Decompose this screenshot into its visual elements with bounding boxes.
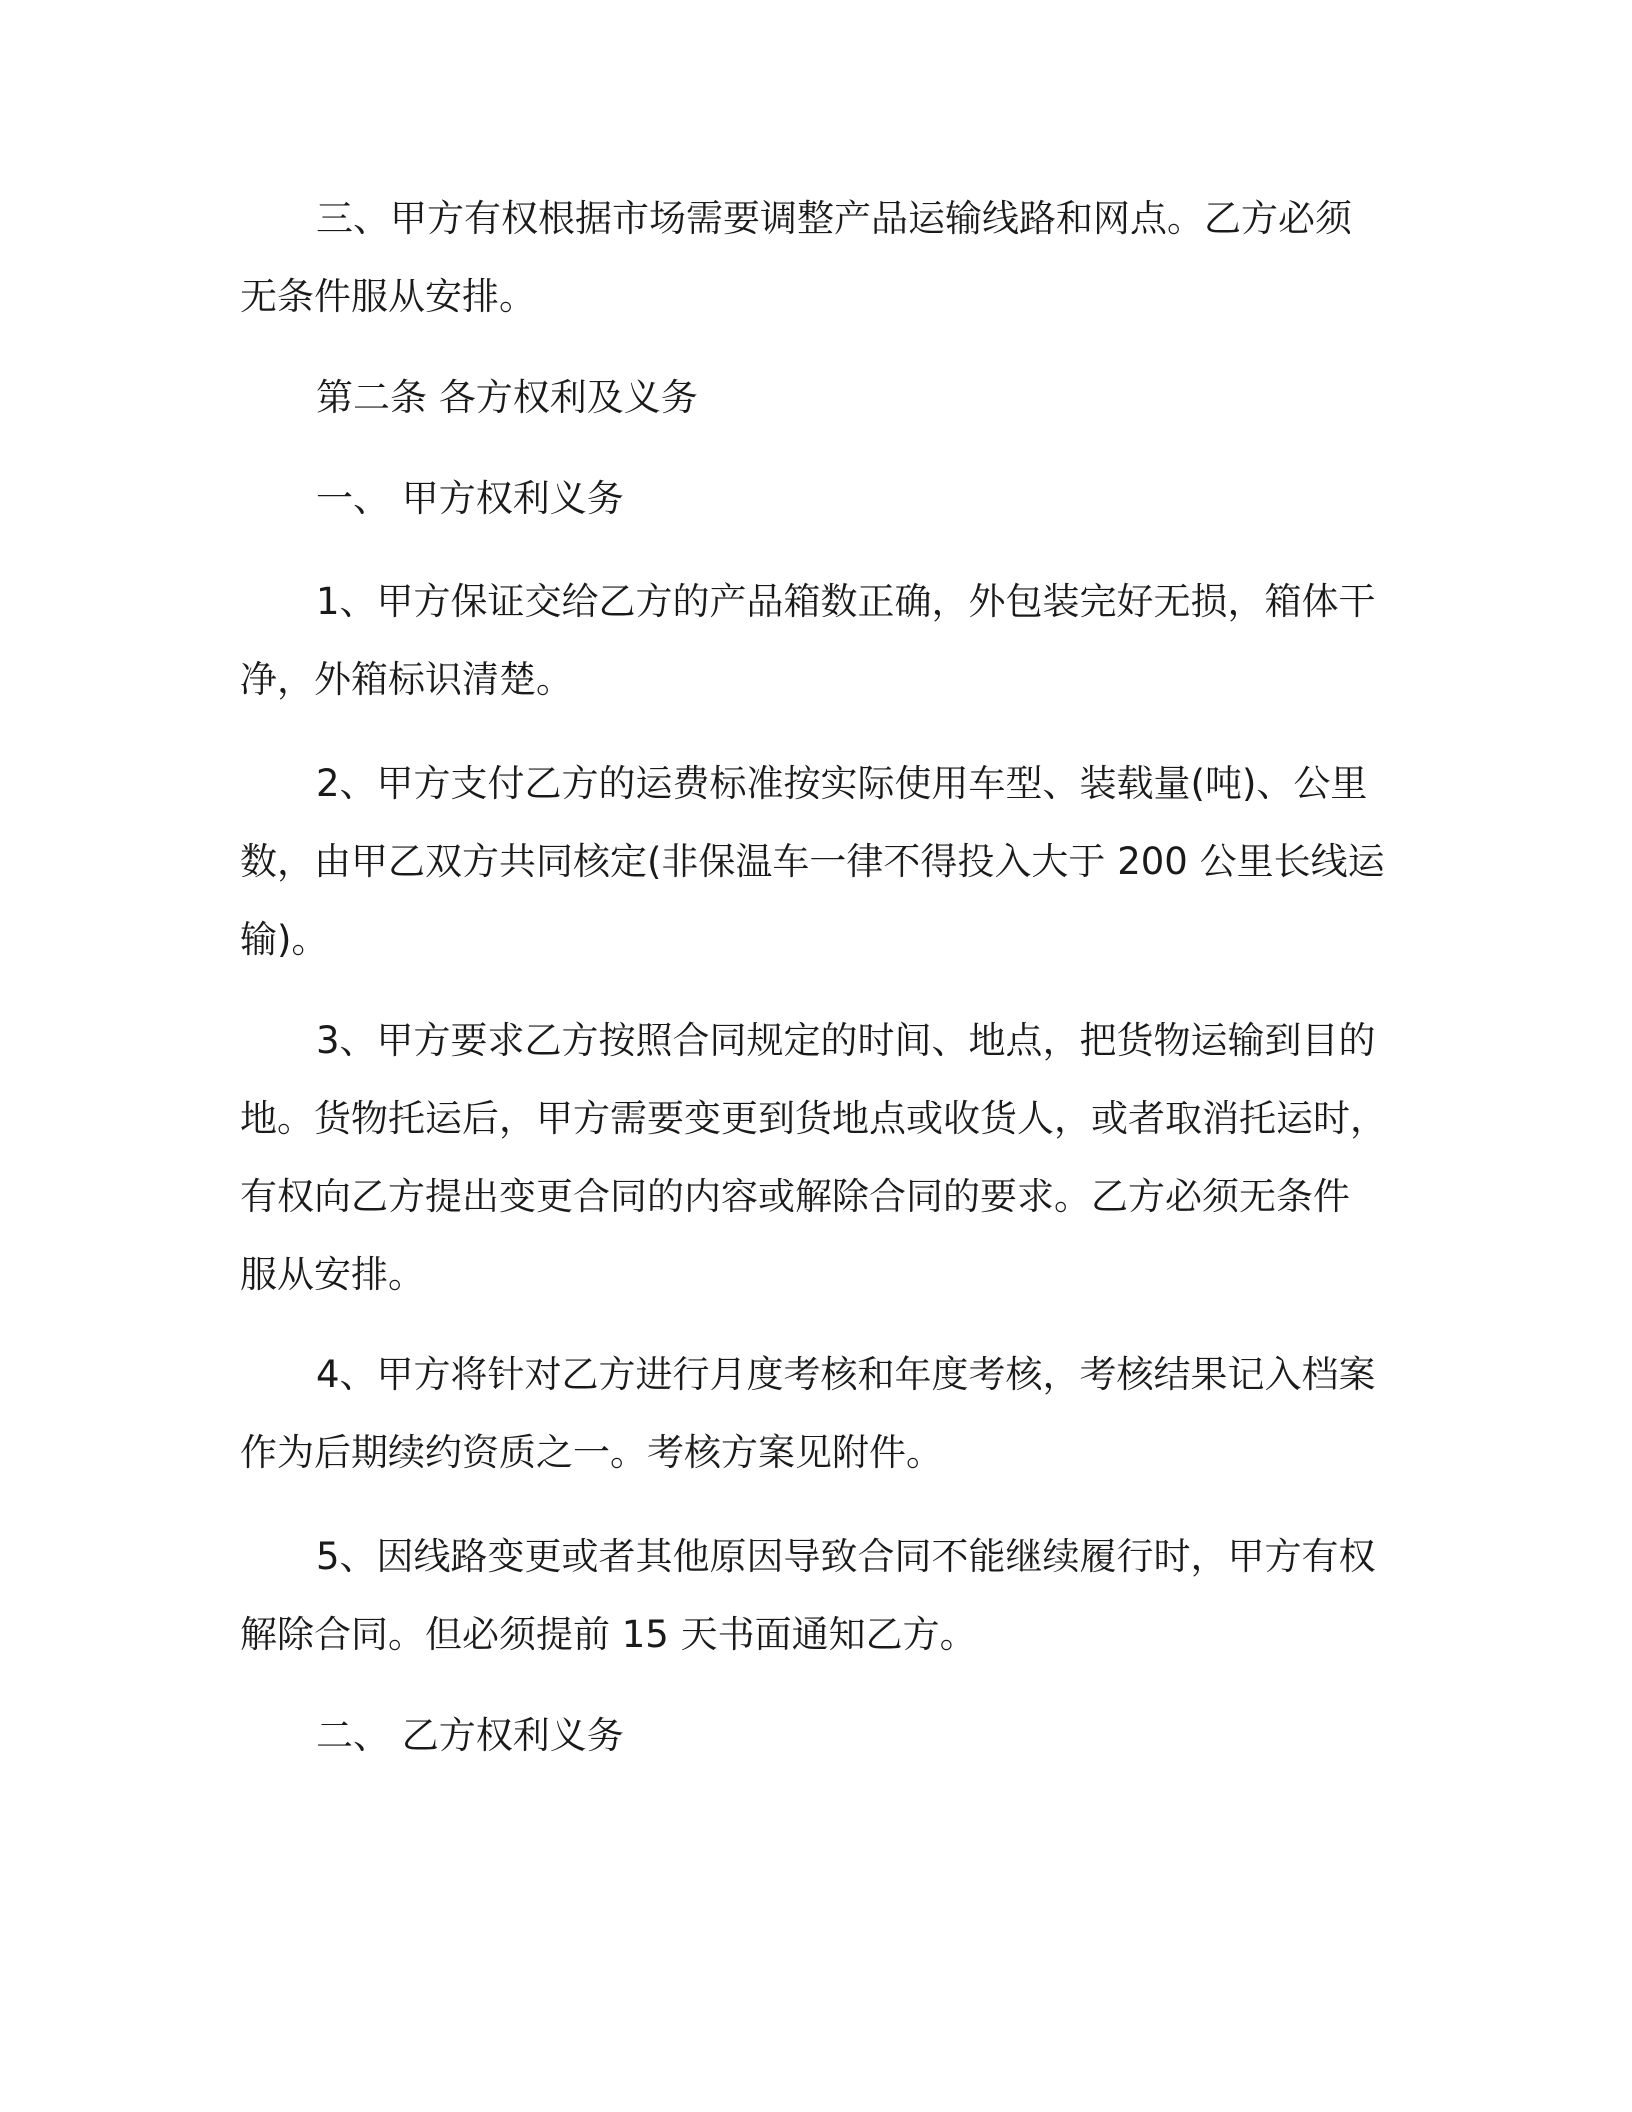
- paragraph-line: 服从安排。: [240, 1253, 425, 1296]
- paragraph-item-2: [240, 745, 1385, 979]
- paragraph-line: 5、因线路变更或者其他原因导致合同不能继续履行时，甲方有权: [316, 1535, 1376, 1578]
- paragraph-line: 4、甲方将针对乙方进行月度考核和年度考核，考核结果记入档案: [316, 1353, 1376, 1396]
- paragraph-line: 三、甲方有权根据市场需要调整产品运输线路和网点。乙方必须: [316, 197, 1352, 240]
- paragraph-section-3: [240, 180, 1372, 336]
- article-title: 第二条 各方权利及义务: [316, 376, 698, 419]
- paragraph-item-4: [240, 1336, 1376, 1492]
- paragraph-line: 2、甲方支付乙方的运费标准按实际使用车型、装载量(吨)、公里: [316, 762, 1368, 805]
- paragraph-line: 3、甲方要求乙方按照合同规定的时间、地点，把货物运输到目的: [316, 1019, 1376, 1062]
- paragraph-line: 解除合同。但必须提前 15 天书面通知乙方。: [240, 1613, 977, 1656]
- paragraph-item-5: [240, 1518, 1376, 1674]
- paragraph-line: 净，外箱标识清楚。: [240, 658, 573, 701]
- paragraph-line: 数，由甲乙双方共同核定(非保温车一律不得投入大于 200 公里长线运: [240, 840, 1385, 883]
- party-b-heading: [240, 1697, 1372, 1775]
- party-a-heading: [240, 460, 1372, 538]
- paragraph-line: 输)。: [240, 918, 329, 961]
- paragraph-item-3: [240, 1002, 1387, 1314]
- section-title: 一、 甲方权利义务: [316, 477, 624, 520]
- section-title: 二、 乙方权利义务: [316, 1714, 624, 1757]
- paragraph-line: 无条件服从安排。: [240, 275, 536, 318]
- paragraph-line: 有权向乙方提出变更合同的内容或解除合同的要求。乙方必须无条件: [240, 1175, 1350, 1218]
- paragraph-line: 1、甲方保证交给乙方的产品箱数正确，外包装完好无损，箱体干: [316, 580, 1376, 623]
- paragraph-item-1: [240, 563, 1376, 719]
- paragraph-line: 地。货物托运后，甲方需要变更到货地点或收货人，或者取消托运时，: [240, 1097, 1387, 1140]
- article-heading: [240, 359, 1372, 437]
- paragraph-line: 作为后期续约资质之一。考核方案见附件。: [240, 1431, 943, 1474]
